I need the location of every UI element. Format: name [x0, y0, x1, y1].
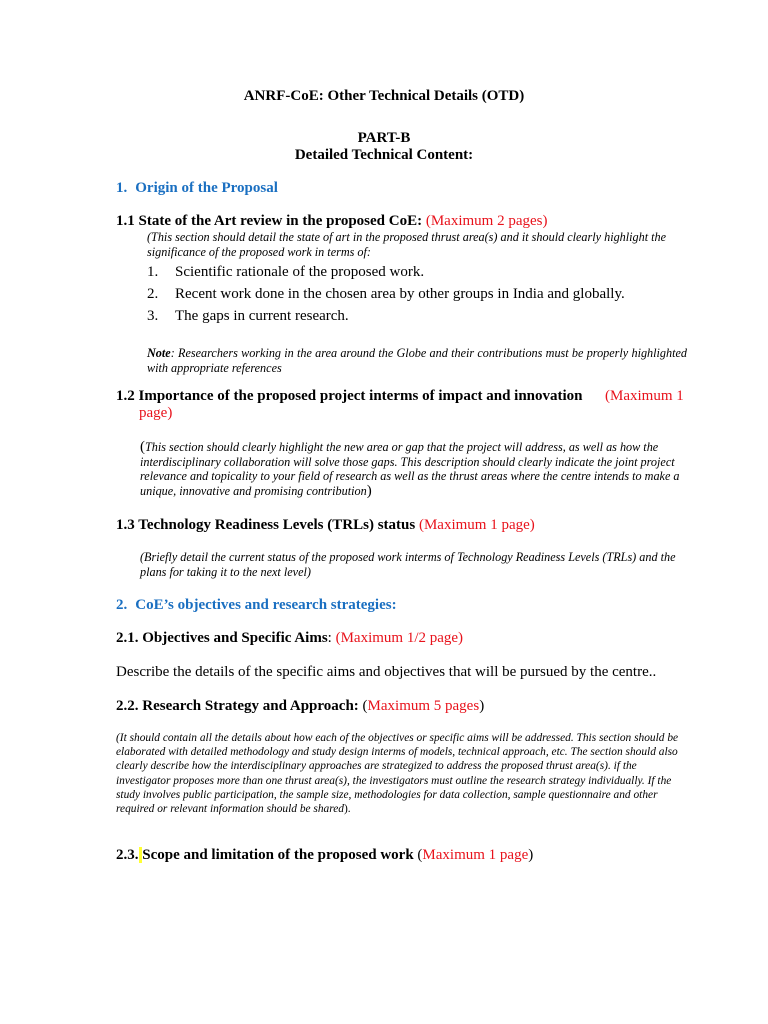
paren-open: ( [362, 698, 368, 714]
section-2-1-body: Describe the details of the specific aims and objectives that will be pursued by the centre.. [116, 664, 657, 680]
note-text: : Researchers working in the area around the Globe and their contributions must be properly highlighted with appropriate references [147, 346, 687, 375]
list-item-text: Recent work done in the chosen area by other groups in India and globally. [175, 286, 625, 302]
section-2-1-limit: (Maximum 1/2 page) [335, 630, 464, 646]
list-item-number: 2. [147, 286, 159, 302]
list-item [147, 286, 625, 303]
list-item-text: Scientific rationale of the proposed work. [175, 264, 425, 280]
note-label: Note [147, 346, 171, 360]
section-1-3-limit: (Maximum 1 page) [418, 517, 535, 533]
paren-close: ) [366, 482, 372, 499]
section-1-1-heading [116, 213, 547, 230]
section-2-2-title: . Research Strategy and Approach: [134, 698, 359, 714]
paren-close: ) [479, 698, 485, 714]
section-1-1-note [147, 346, 687, 375]
description-end: ). [344, 803, 351, 816]
section-2-1-colon: : [327, 630, 332, 646]
part-label: PART-B [357, 130, 411, 146]
section-1-3-heading [116, 517, 535, 534]
section-1-number: 1. [116, 180, 128, 196]
section-1-title: Origin of the Proposal [135, 180, 278, 196]
section-2-number: 2. [116, 597, 128, 613]
section-2-2-number: 2.2 [116, 698, 135, 714]
section-2-heading [116, 597, 397, 614]
list-item-number: 1. [147, 264, 159, 280]
paren-open: ( [140, 439, 145, 455]
section-2-1-title: 2.1. Objectives and Specific Aims [116, 630, 328, 646]
section-1-2-limit-line2: page) [139, 405, 173, 421]
section-1-1-limit: (Maximum 2 pages) [425, 213, 548, 229]
document-title: ANRF-CoE: Other Technical Details (OTD) [243, 88, 525, 104]
description-text: This section should clearly highlight the new area or gap that the project will address, as well as how the interdisciplinary collaboration will solve those gaps. This description should clearly indicate the joint project relevance and topicality to your field of research as well as the thrust areas where the centre intends to make a unique, innovative and promising contribution [140, 440, 680, 498]
section-1-heading [116, 180, 278, 197]
list-item [147, 264, 425, 281]
list-item [147, 308, 349, 325]
section-2-3-limit: Maximum 1 page [422, 847, 529, 863]
section-2-3-number: 2.3. [116, 847, 139, 863]
section-1-3-description: (Briefly detail the current status of the proposed work interms of Technology Readiness Levels (TRLs) and the plans for taking it to the next level) [140, 550, 676, 579]
section-2-title: CoE’s objectives and research strategies: [135, 597, 397, 613]
document-subtitle: Detailed Technical Content: [294, 147, 474, 163]
section-2-2-limit: Maximum 5 pages [367, 698, 480, 714]
description-text: (It should contain all the details about how each of the objectives or specific aims will be addressed. This section should be elaborated with detailed methodology and study design interms of models, technical approach, etc. The section should also clearly describe how the interdisciplinary approaches are strategized to address the proposed thrust area(s). if the investigator proposes more than one thrust area(s), the investigators must outline the research strategy individually. If the study involves public participation, the sample size, methodologies for data collection, sample questionnaire and other required or relevant information should be shared [116, 732, 679, 816]
list-item-number: 3. [147, 308, 159, 324]
section-1-2-description [140, 440, 688, 498]
paren-open: ( [417, 847, 423, 863]
section-1-1-description: (This section should detail the state of art in the proposed thrust area(s) and it should clearly highlight the significance of the proposed work in terms of: [147, 230, 667, 259]
section-2-1-heading [116, 630, 463, 647]
section-2-3-title: Scope and limitation of the proposed work [142, 847, 414, 863]
section-1-1-title: 1.1 State of the Art review in the proposed CoE: [116, 213, 423, 229]
section-1-3-title: 1.3 Technology Readiness Levels (TRLs) status [116, 517, 416, 533]
section-2-2-description [116, 731, 686, 816]
paren-close: ) [528, 847, 534, 863]
section-2-3-heading [116, 847, 533, 864]
list-item-text: The gaps in current research. [175, 308, 349, 324]
section-1-2-heading: 1.2 Importance of the proposed project interms of impact and innovation [116, 388, 583, 404]
section-1-2-limit-line1: (Maximum 1 [605, 388, 684, 404]
section-2-2-heading [116, 698, 484, 715]
